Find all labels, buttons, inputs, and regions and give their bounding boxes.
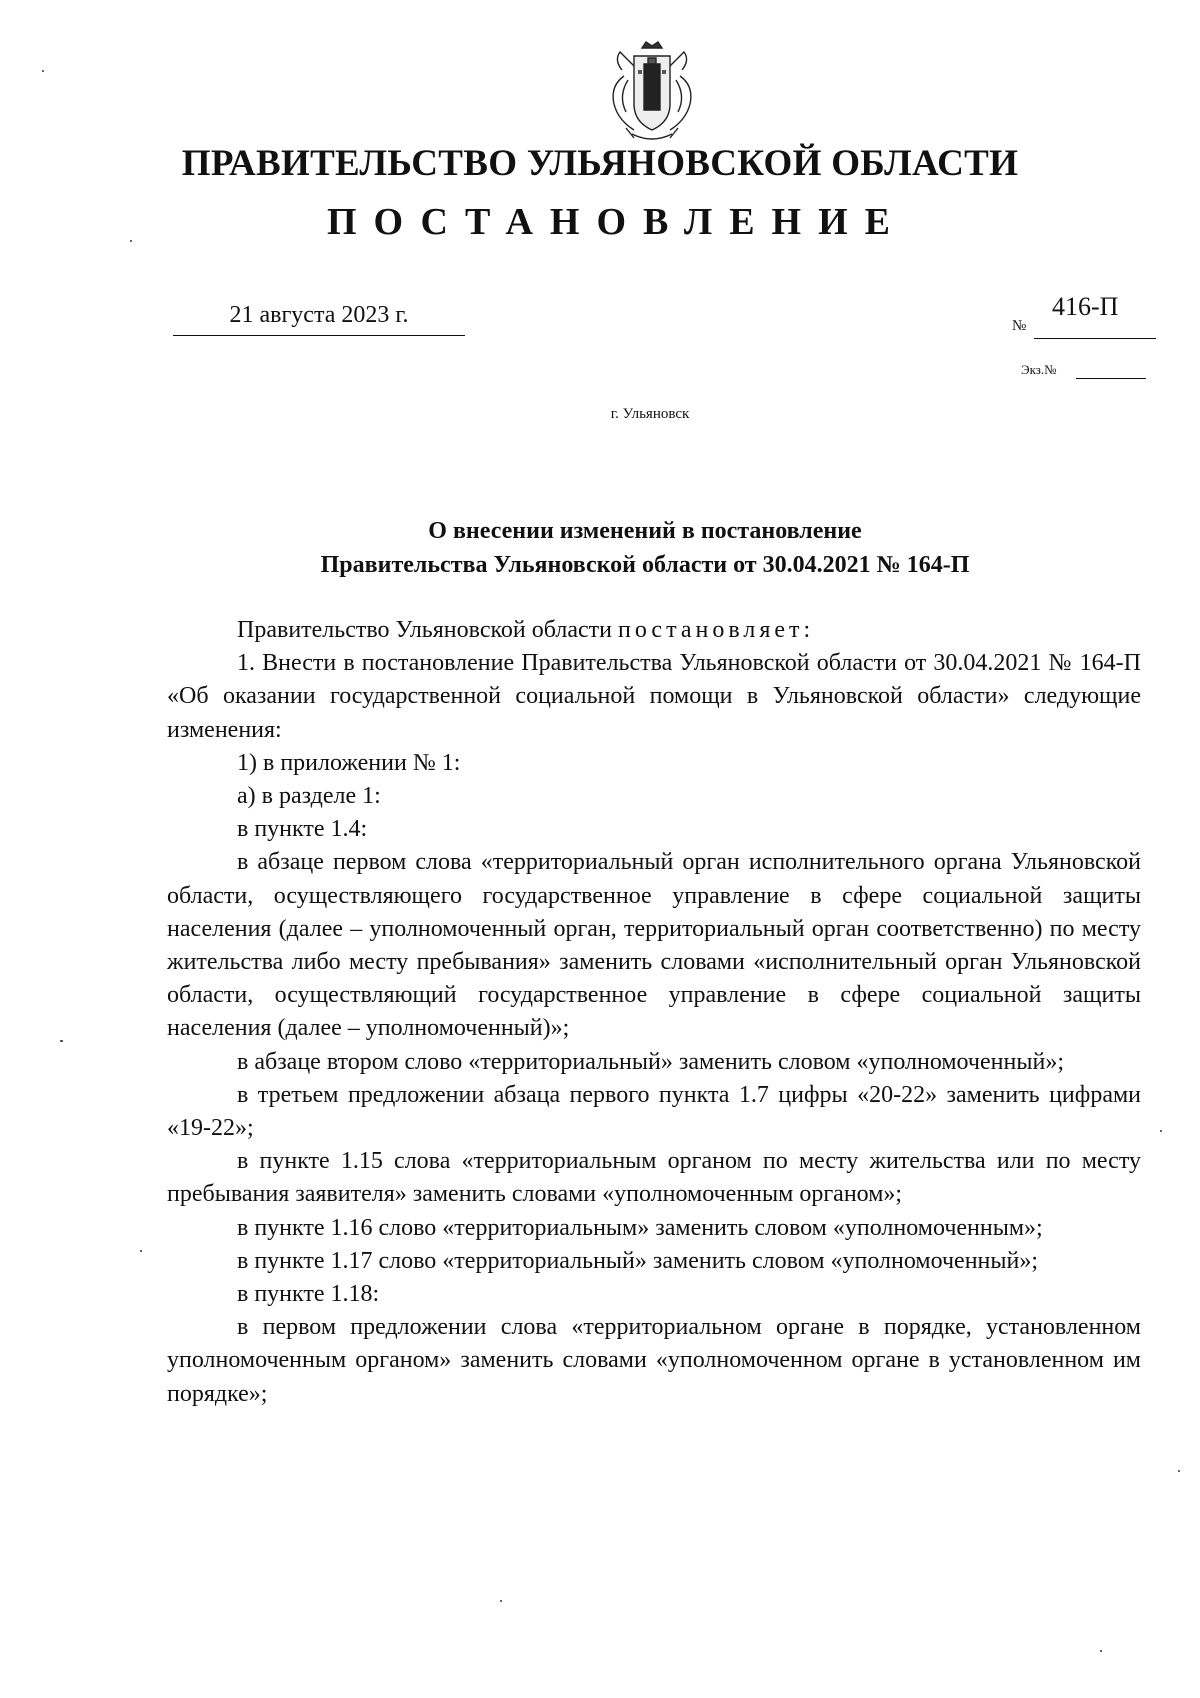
document-subject <box>0 514 1200 582</box>
scan-speck <box>42 70 44 72</box>
scan-speck <box>60 1040 63 1042</box>
body-paragraph: в первом предложении слова «территориальном органе в порядке, установленном уполномоченным органом» заменить словами «уполномоченном органе в установленном им порядке»; <box>167 1314 1141 1407</box>
subject-line-2: Правительства Ульяновской области от 30.04.2021 № 164-П <box>320 552 970 578</box>
date-underline <box>173 335 465 336</box>
copy-number-label: Экз.№ <box>1021 362 1057 377</box>
coat-of-arms-icon <box>604 40 700 146</box>
copy-number-field <box>1021 362 1161 378</box>
body-paragraph: 1. Внести в постановление Правительства Ульяновской области от 30.04.2021 № 164-П «Об оказании государственной социальной помощи в Ульяновской области» следующие изменения: <box>167 650 1141 743</box>
government-title: ПРАВИТЕЛЬСТВО УЛЬЯНОВСКОЙ ОБЛАСТИ <box>181 143 1019 184</box>
subject-line-1: О внесении изменений в постановление <box>428 518 862 544</box>
intro-prefix: Правительство Ульяновской области <box>237 617 612 643</box>
scan-speck <box>130 240 132 242</box>
intro-verb: постановляет: <box>617 617 815 643</box>
body-paragraph: в пункте 1.18: <box>237 1281 380 1308</box>
document-type-title: ПОСТАНОВЛЕНИЕ <box>326 201 908 243</box>
body-paragraph: 1) в приложении № 1: <box>237 749 461 776</box>
document-date: 21 августа 2023 г. <box>229 302 409 328</box>
body-paragraph: в пункте 1.4: <box>237 816 368 843</box>
body-paragraph: в пункте 1.15 слова «территориальным органом по месту жительства или по месту пребывания заявителя» заменить словами «уполномоченным органом»; <box>167 1148 1141 1208</box>
city-name: г. Ульяновск <box>610 406 690 422</box>
body-paragraph: в пункте 1.16 слово «территориальным» заменить словом «уполномоченным»; <box>237 1214 1043 1241</box>
scan-speck <box>500 1600 502 1602</box>
body-paragraph: в абзаце втором слово «территориальный» заменить словом «уполномоченный»; <box>237 1048 1064 1075</box>
body-paragraph: а) в разделе 1: <box>237 783 381 810</box>
copy-number-underline <box>1076 378 1146 379</box>
body-paragraph: в третьем предложении абзаца первого пункта 1.7 цифры «20-22» заменить цифрами «19-22»; <box>167 1081 1141 1142</box>
scan-speck <box>1178 1470 1180 1472</box>
document-body <box>167 614 1141 1411</box>
document-number: 416-П <box>1052 292 1119 321</box>
number-underline <box>1034 338 1156 339</box>
number-label: № <box>1012 318 1027 334</box>
date-field <box>173 302 465 336</box>
scan-speck <box>1100 1650 1102 1652</box>
body-paragraph: в абзаце первом слова «территориальный орган исполнительного органа Ульяновской области, осуществляющего государственное управление в сфере социальной защиты населения (далее – уполномоченный орган, территориальный орган соответственно) по месту жительства либо месту пребывания» заменить словами «исполнительный орган Ульяновской области, осуществляющий государственное управление в сфере социальной защиты населения (далее – уполномоченный)»; <box>167 849 1141 1042</box>
scan-speck <box>1160 1130 1162 1132</box>
body-paragraph: в пункте 1.17 слово «территориальный» заменить словом «уполномоченный»; <box>237 1247 1039 1274</box>
scan-speck <box>140 1250 142 1252</box>
intro-paragraph <box>167 614 1141 647</box>
